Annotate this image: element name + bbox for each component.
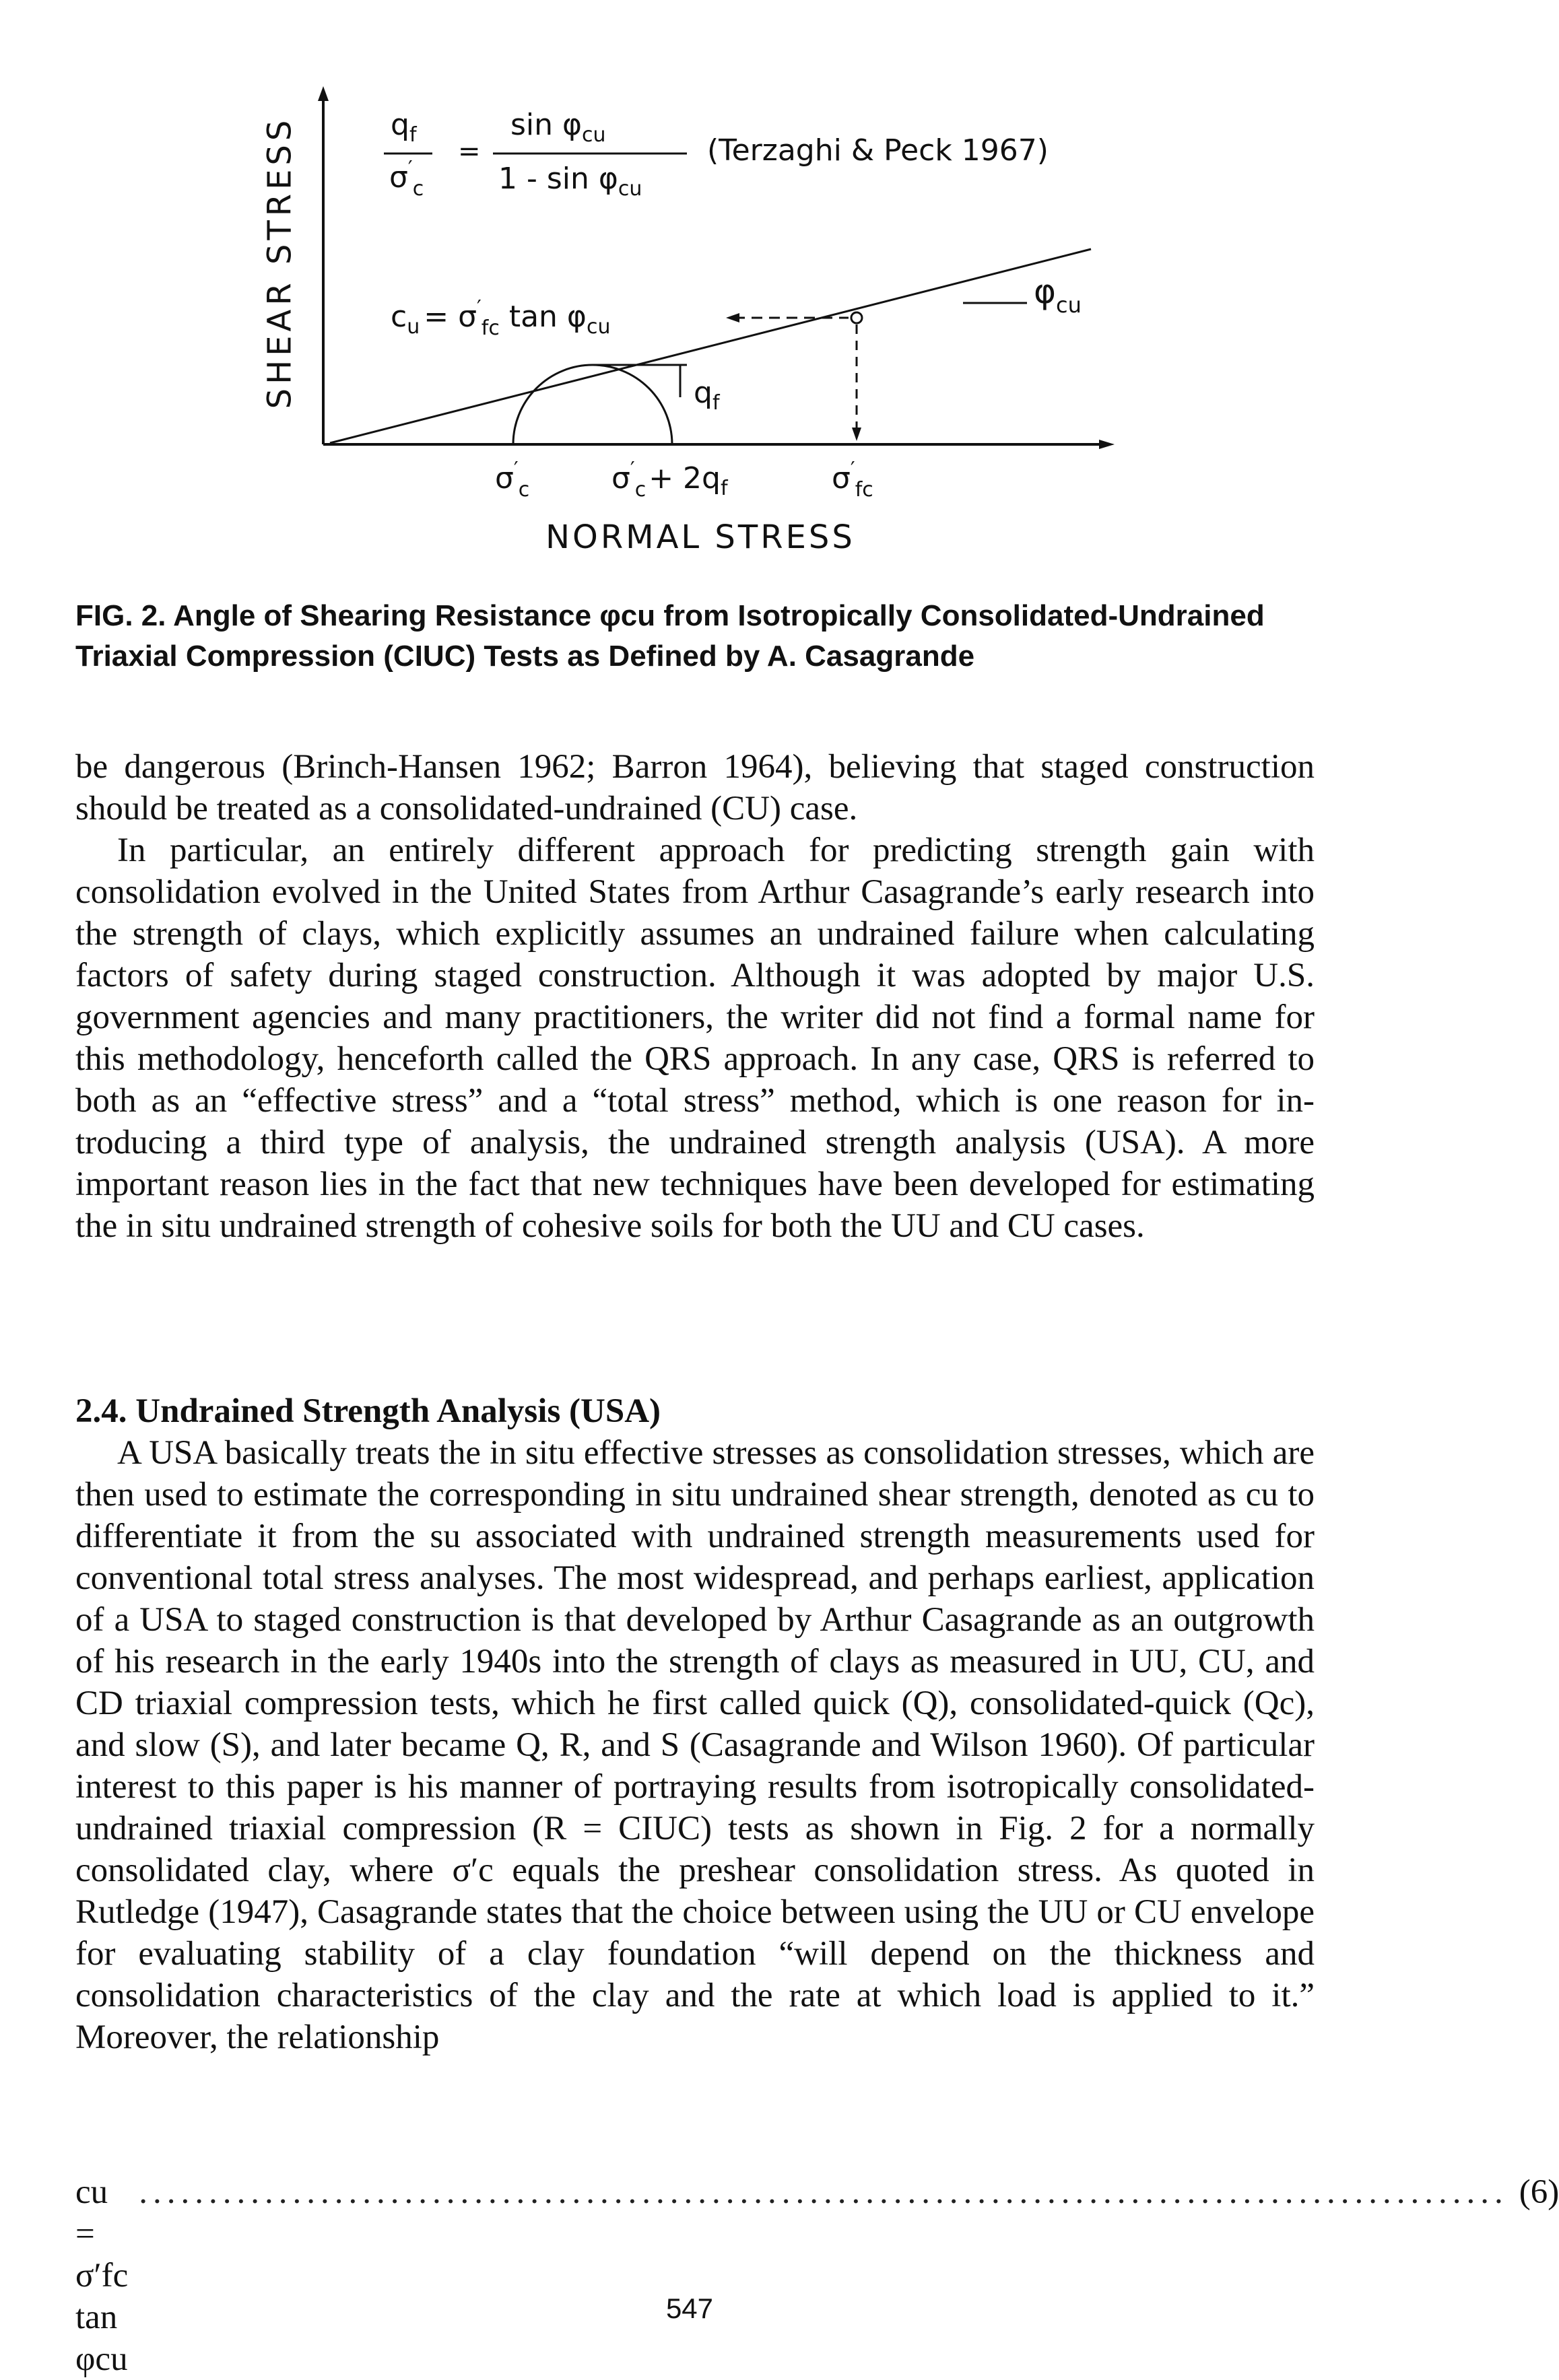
- equation-leader: ..................................................................................................: [139, 2173, 1508, 2211]
- cu-envelope-line: [330, 249, 1091, 443]
- tick-sigma-c-plus-2qf: $\sigma'_c+ 2q_f$: [611, 458, 728, 502]
- dashed-vertical-head: [852, 428, 861, 441]
- eq-reference: (Terzaghi & Peck 1967): [707, 133, 1049, 168]
- stress-diagram: [256, 81, 1172, 566]
- envelope-equation: $c_u = \sigma'_{fc}$ $\tan \varphi_{cu}$: [391, 296, 611, 340]
- dashed-arrow-head: [726, 313, 739, 322]
- eq-left-den: $\sigma'_c$: [389, 157, 424, 201]
- x-axis-arrow: [1099, 440, 1115, 449]
- eq-right-num: $\sin \varphi_{cu}$: [510, 108, 606, 147]
- paragraph-1: be dangerous (Brinch-Hansen 1962; Barron 1964), believing that staged construction should be treated as a consolidated-undrained (CU) case.: [75, 748, 1315, 827]
- y-axis-label: SHEAR STRESS: [261, 116, 298, 409]
- eq-left-num: $q_f$: [391, 108, 417, 147]
- paragraph-2: In particular, an entirely different approach for predicting strength gain with consolidation evolved in the United States from Arthur Casagrande’s early research into the strength of clays, which explicitly assumes an undrained failure when calculating factors of safety during staged construction. Although it was adopted by major U.S. government agencies and many practitioners, the writer did not find a formal name for this methodology, henceforth called the QRS approach. In any case, QRS is referred to both as an “effective stress” and a “total stress” method, which is one reason for introducing a third type of analysis, the undrained strength analysis (USA). A more important reason lies in the fact that new techniques have been developed for estimating the in situ undrained strength of cohesive soils for both the UU and CU cases.: [75, 831, 1315, 1245]
- eq-equals: =: [458, 136, 481, 167]
- tick-sigma-c: $\sigma'_c$: [495, 458, 530, 502]
- figure-2: [256, 81, 1172, 566]
- envelope-point: [851, 312, 862, 323]
- tick-sigma-fc: $\sigma'_{fc}$: [832, 458, 873, 502]
- y-axis-arrow: [318, 86, 329, 101]
- figure-caption: FIG. 2. Angle of Shearing Resistance φcu from Isotropically Consolidated-Undrained Triaxial Compression (CIUC) Tests as Defined by A. Casagrande: [75, 599, 1265, 673]
- paragraph-3: A USA basically treats the in situ effective stresses as consolidation stresses, which are then used to estimate the corresponding in situ undrained shear strength, denoted as cu to differentiate it from the su associated with undrained strength measurements used for conventional total stress analyses. The most widespread, and perhaps earliest, application of a USA to staged construction is that developed by Arthur Casagrande as an outgrowth of his research in the early 1940s into the strength of clays as measured in UU, CU, and CD triaxial compression tests, which he first called quick (Q), consolidated-quick (Qc), and slow (S), and later became Q, R, and S (Casagrande and Wilson 1960). Of particular interest to this paper is his manner of portraying results from isotropically consolidated-undrained triaxial compression (R = CIUC) tests as shown in Fig. 2 for a normally consolidated clay, where σ′c equals the preshear consolidation stress. As quoted in Rutledge (1947), Casagrande states that the choice between using the UU or CU envelope for evaluating stability of a clay foundation “will depend on the thickness and consolidation characteristics of the clay and the rate at which load is applied to it.” Moreover, the relationship: [75, 1434, 1315, 2056]
- equation-text: cu = σ′fc tan φcu: [75, 2173, 129, 2378]
- qf-label: $q_f$: [694, 376, 720, 415]
- equation-number: (6): [1519, 2173, 1559, 2211]
- x-axis-label: NORMAL STRESS: [545, 518, 855, 556]
- page-number: 547: [665, 2292, 714, 2324]
- section-heading: 2.4. Undrained Strength Analysis (USA): [75, 1392, 661, 1430]
- eq-right-den: $1 - \sin \varphi_{cu}$: [498, 162, 642, 201]
- phi-cu-label: $\varphi_{cu}$: [1034, 272, 1082, 318]
